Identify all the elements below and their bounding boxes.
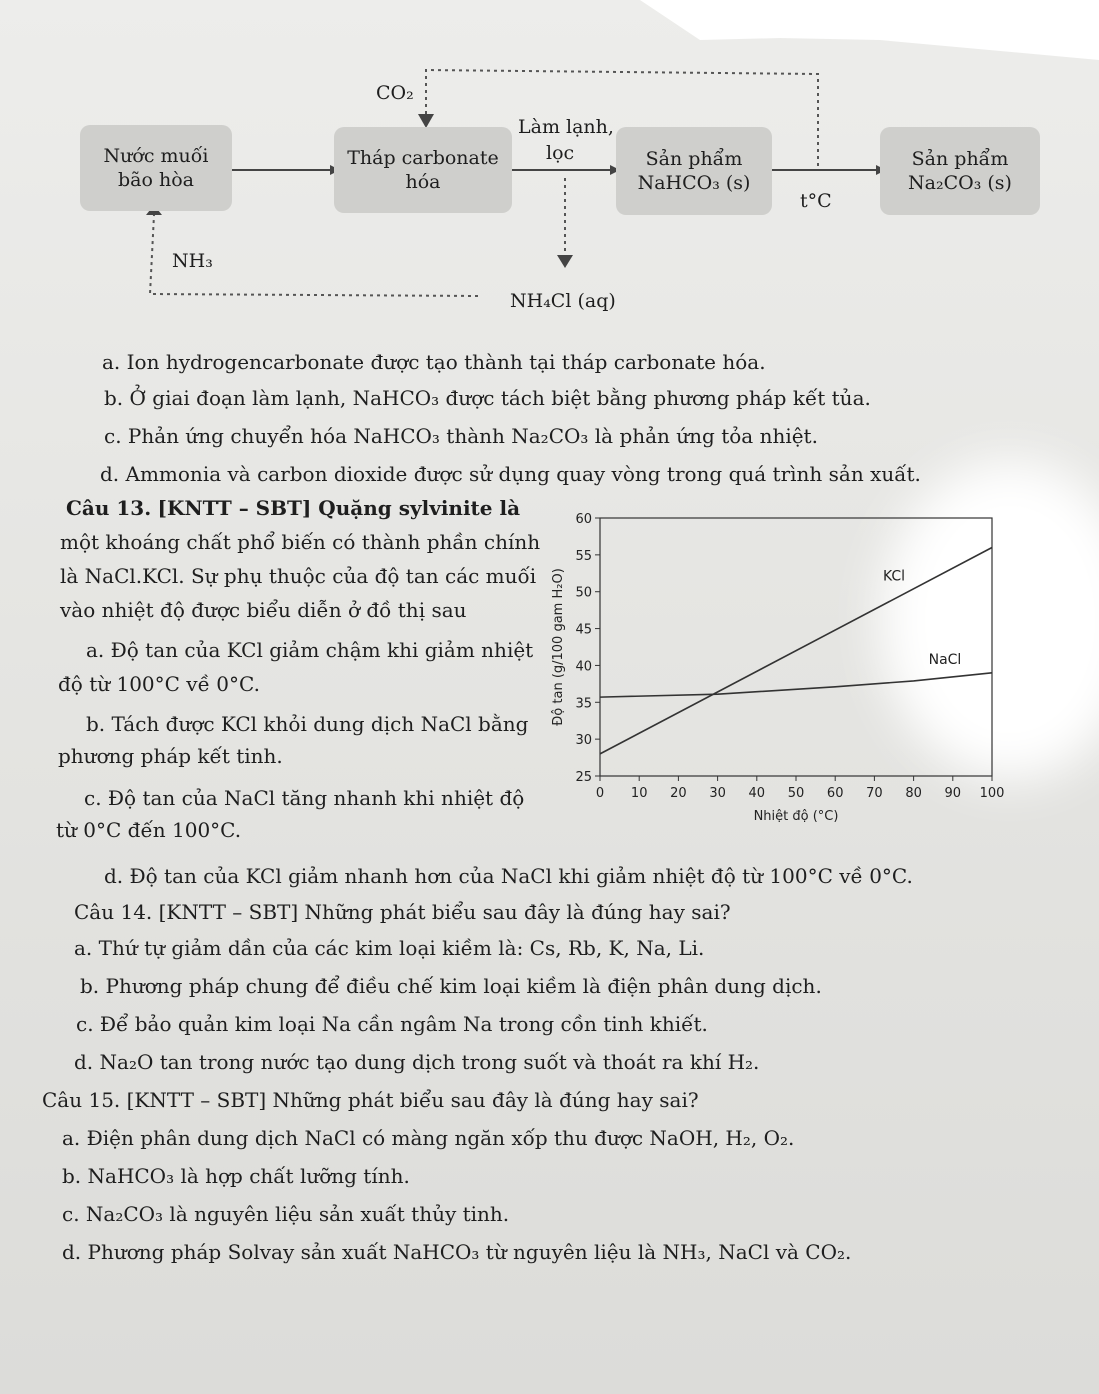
heat-label: t°C — [800, 190, 832, 212]
q14-d: d. Na₂O tan trong nước tạo dung dịch trong suốt và thoát ra khí H₂. — [74, 1050, 760, 1074]
x-tick-label-20: 20 — [670, 786, 687, 801]
x-tick-label-100: 100 — [979, 786, 1005, 801]
x-tick-label-80: 80 — [905, 786, 922, 801]
q13-line1: [KNTT – SBT] Quặng sylvinite là — [157, 496, 521, 520]
y-tick-label-50: 50 — [575, 585, 592, 601]
chart-frame — [600, 518, 992, 776]
q15-a: a. Điện phân dung dịch NaCl có màng ngăn xốp thu được NaOH, H₂, O₂. — [62, 1126, 795, 1150]
q15-title: Câu 15. [KNTT – SBT] Những phát biểu sau đây là đúng hay sai? — [42, 1088, 699, 1112]
nahco3-product-box — [616, 127, 772, 215]
brine-line1: Nước muối — [103, 145, 209, 167]
x-tick-label-70: 70 — [866, 786, 883, 801]
y-axis-label: Độ tan (g/100 gam H₂O) — [551, 568, 566, 726]
q13-b-2: phương pháp kết tinh. — [58, 744, 283, 768]
x-tick-label-30: 30 — [709, 786, 726, 801]
x-tick-label-90: 90 — [944, 786, 962, 801]
q12-d: d. Ammonia và carbon dioxide được sử dụng quay vòng trong quá trình sản xuất. — [100, 462, 921, 486]
cool-filter-label-1: Làm lạnh, — [518, 116, 614, 138]
y-tick-label-40: 40 — [575, 659, 592, 675]
x-tick-label-60: 60 — [826, 786, 844, 801]
q13-label: Câu 13. — [66, 496, 152, 520]
q13-d: d. Độ tan của KCl giảm nhanh hơn của NaCl khi giảm nhiệt độ từ 100°C về 0°C. — [104, 864, 913, 888]
nahco3-line1: Sản phẩm — [645, 148, 743, 170]
q13-a-1: a. Độ tan của KCl giảm chậm khi giảm nhiệt — [86, 638, 534, 662]
y-tick-label-30: 30 — [575, 733, 592, 749]
x-tick-label-50: 50 — [787, 786, 805, 801]
q13-line2: một khoáng chất phổ biến có thành phần chính — [60, 530, 541, 554]
series-label-nacl: NaCl — [928, 651, 962, 668]
x-axis-label: Nhiệt độ (°C) — [753, 809, 839, 824]
nh4cl-label: NH₄Cl (aq) — [510, 290, 616, 312]
q13-line4: vào nhiệt độ được biểu diễn ở đồ thị sau — [60, 598, 467, 622]
tower-line1: Tháp carbonate — [347, 147, 499, 169]
na2co3-product-box — [880, 127, 1040, 215]
q14-b: b. Phương pháp chung để điều chế kim loại kiềm là điện phân dung dịch. — [80, 974, 822, 998]
brine-box — [80, 125, 232, 211]
q14-title — [74, 898, 731, 926]
y-tick-label-60: 60 — [575, 512, 592, 527]
q13-line3: là NaCl.KCl. Sự phụ thuộc của độ tan các muối — [60, 564, 537, 588]
na2co3-line1: Sản phẩm — [911, 148, 1009, 170]
q15-d: d. Phương pháp Solvay sản xuất NaHCO₃ từ nguyên liệu là NH₃, NaCl và CO₂. — [62, 1240, 852, 1264]
q14-c: c. Để bảo quản kim loại Na cần ngâm Na trong cồn tinh khiết. — [76, 1012, 708, 1036]
x-tick-label-0: 0 — [595, 786, 605, 801]
na2co3-line2: Na₂CO₃ (s) — [908, 172, 1012, 194]
series-line-kcl — [600, 547, 992, 753]
nh3-label: NH₃ — [172, 250, 213, 272]
nahco3-line2: NaHCO₃ (s) — [637, 172, 751, 194]
y-tick-label-35: 35 — [575, 696, 592, 712]
series-label-kcl: KCl — [882, 568, 906, 585]
q13-b-1: b. Tách được KCl khỏi dung dịch NaCl bằng — [86, 712, 529, 736]
q15-b: b. NaHCO₃ là hợp chất lưỡng tính. — [62, 1164, 410, 1188]
q12-c: c. Phản ứng chuyển hóa NaHCO₃ thành Na₂CO₃ là phản ứng tỏa nhiệt. — [104, 424, 818, 448]
solubility-chart — [540, 500, 1020, 830]
q13-header — [66, 494, 520, 522]
q13-c-2: từ 0°C đến 100°C. — [56, 818, 242, 842]
q13-c-1: c. Độ tan của NaCl tăng nhanh khi nhiệt độ — [84, 786, 525, 810]
q12-b: b. Ở giai đoạn làm lạnh, NaHCO₃ được tách biệt bằng phương pháp kết tủa. — [104, 386, 871, 410]
y-tick-label-25: 25 — [575, 770, 592, 785]
q14-a: a. Thứ tự giảm dần của các kim loại kiềm là: Cs, Rb, K, Na, Li. — [74, 936, 705, 960]
y-tick-label-55: 55 — [575, 548, 592, 564]
q13-a-2: độ từ 100°C về 0°C. — [58, 672, 260, 696]
series-line-nacl — [600, 673, 992, 697]
carbonation-tower-box — [334, 127, 512, 213]
co2-label: CO₂ — [376, 82, 414, 104]
x-tick-label-10: 10 — [630, 786, 648, 801]
x-tick-label-40: 40 — [748, 786, 766, 801]
cool-filter-label-2: lọc — [546, 142, 575, 164]
tower-line2: hóa — [405, 171, 441, 193]
q15-c: c. Na₂CO₃ là nguyên liệu sản xuất thủy tinh. — [62, 1202, 510, 1226]
q14-title-text: Câu 14. [KNTT – SBT] Những phát biểu sau đây là đúng hay sai? — [74, 900, 731, 924]
brine-line2: bão hòa — [118, 169, 194, 191]
q12-a: a. Ion hydrogencarbonate được tạo thành tại tháp carbonate hóa. — [102, 350, 766, 374]
y-tick-label-45: 45 — [575, 622, 592, 638]
